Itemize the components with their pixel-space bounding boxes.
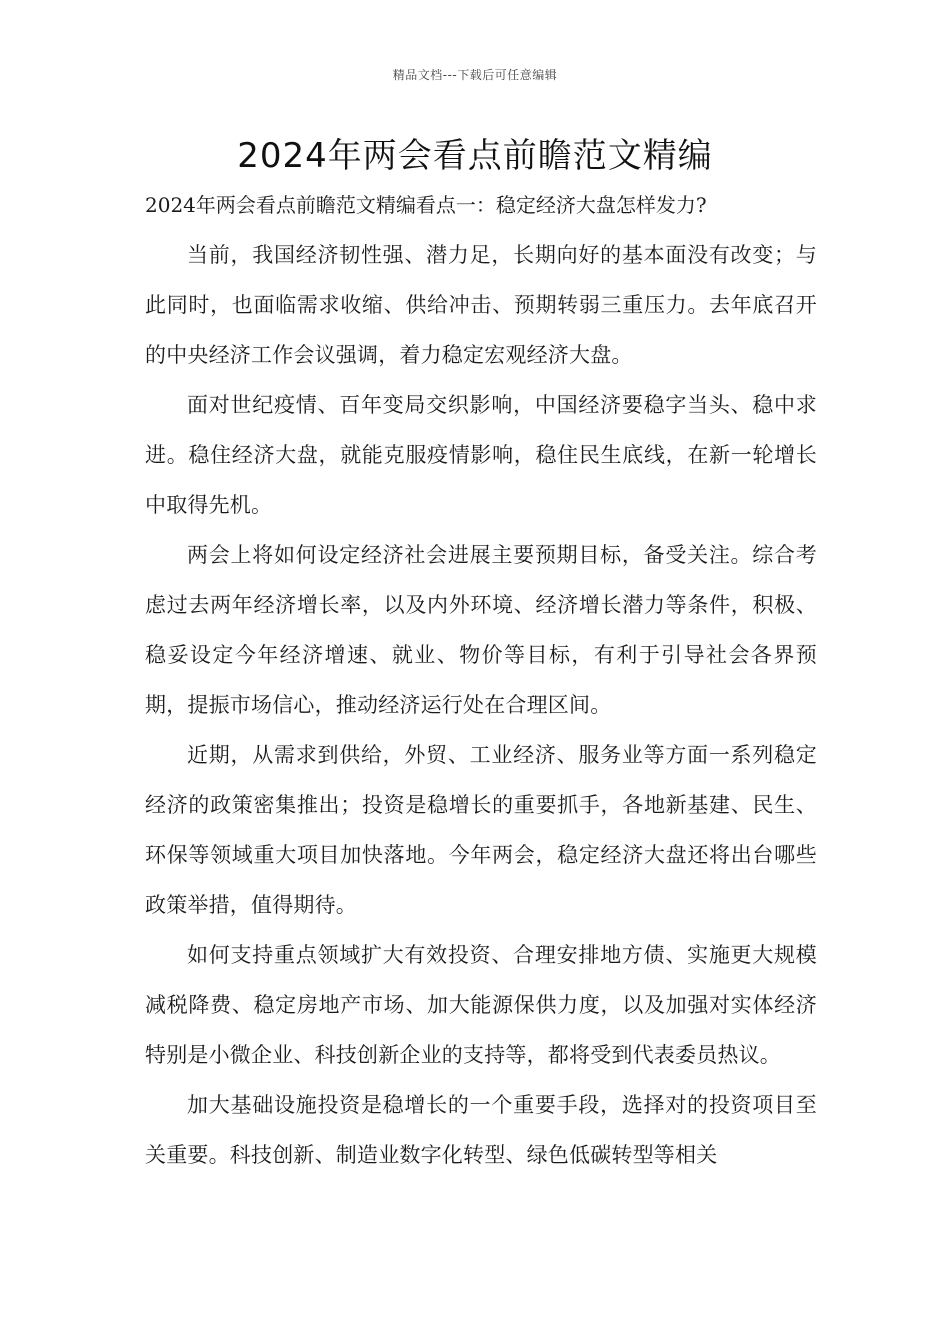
paragraph-6: 加大基础设施投资是稳增长的一个重要手段，选择对的投资项目至关重要。科技创新、制造业数字化转型、绿色低碳转型等相关 — [145, 1093, 817, 1167]
document-title: 2024年两会看点前瞻范文精编 — [237, 136, 713, 176]
header-note: 精品文档---下载后可任意编辑 — [392, 68, 558, 82]
section-subtitle: 2024年两会看点前瞻范文精编看点一：稳定经济大盘怎样发力? — [145, 193, 707, 217]
paragraph-4: 近期，从需求到供给，外贸、工业经济、服务业等方面一系列稳定经济的政策密集推出；投资是稳增长的重要抓手，各地新基建、民生、环保等领域重大项目加快落地。今年两会，稳定经济大盘还将出台哪些政策举措，值得期待。 — [145, 743, 817, 917]
paragraph-5: 如何支持重点领域扩大有效投资、合理安排地方债、实施更大规模减税降费、稳定房地产市场、加大能源保供力度，以及加强对实体经济特别是小微企业、科技创新企业的支持等，都将受到代表委员热议。 — [145, 943, 817, 1067]
paragraph-3: 两会上将如何设定经济社会进展主要预期目标，备受关注。综合考虑过去两年经济增长率，以及内外环境、经济增长潜力等条件，积极、稳妥设定今年经济增速、就业、物价等目标，有利于引导社会各界预期，提振市场信心，推动经济运行处在合理区间。 — [145, 543, 817, 717]
document-body — [145, 180, 817, 1180]
paragraph-1: 当前，我国经济韧性强、潜力足，长期向好的基本面没有改变；与此同时，也面临需求收缩、供给冲击、预期转弱三重压力。去年底召开的中央经济工作会议强调，着力稳定宏观经济大盘。 — [145, 243, 817, 367]
paragraph-2: 面对世纪疫情、百年变局交织影响，中国经济要稳字当头、稳中求进。稳住经济大盘，就能克服疫情影响，稳住民生底线，在新一轮增长中取得先机。 — [145, 393, 817, 517]
